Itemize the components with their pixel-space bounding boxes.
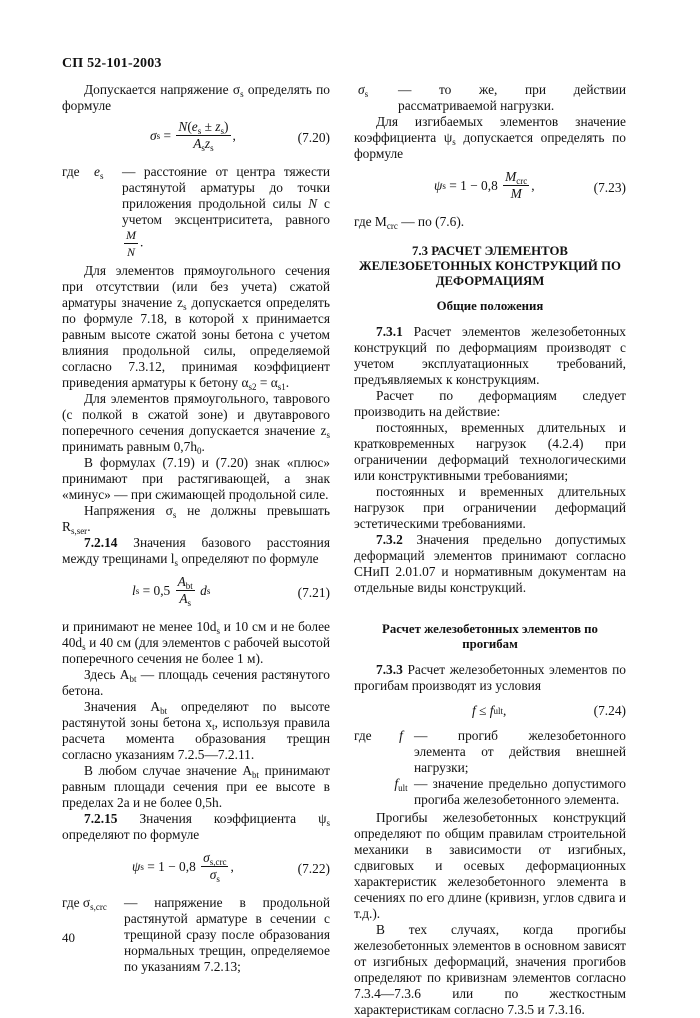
paragraph: В любом случае значение $A_{bt}$ принимают равным площади сечения при ее высоте в пределах 2a и не более 0,5h. [62,763,330,810]
paragraph: и принимают не менее $10d_s$ и 10 см и не более $40d_s$ и 40 см (для элементов с рабочей высотой поперечного сечения не более 1 м). [62,619,330,666]
subsection-heading: Общие положения [436,299,544,313]
formula-7-21: l s = 0,5 $\frac{A_{bt}}{A_s}$ d s (7.21) [132,574,330,608]
paragraph: 7.2.14 Значения базового расстояния между трещинами $l_s$ определяют по формуле [62,535,330,568]
paragraph: постоянных и временных длительных нагрузок при ограничении деформаций эстетическими требованиями. [354,484,626,531]
paragraph: 7.2.15 Значения коэффициента $\psi_s$ определяют по формуле [62,811,330,842]
formula-7-22: ψ s = 1 − 0,8 $\frac{\sigma_{s,crc}}{\sigma_s}$ , (7.22) [132,850,330,884]
page-number: 40 [62,930,75,945]
paragraph: где $M_{crc}$ — по (7.6). [354,214,465,231]
paragraph: Напряжения $\sigma_s$ не должны превышать $R_{s,ser}$. [62,503,330,536]
right-column [354,82,626,1018]
subsection-heading: Расчет железобетонных элементов по прогибам [382,622,598,651]
section-heading: 7.3 РАСЧЕТ ЭЛЕМЕНТОВ ЖЕЛЕЗОБЕТОННЫХ КОНСТРУКЦИЙ ПО ДЕФОРМАЦИЯМ [359,244,621,288]
paragraph: Для элементов прямоугольного, таврового (с полкой в сжатой зоне) и двутаврового поперечного сечения допускается значение $z_s$ принимать равным $0,7h_0$. [62,391,330,456]
paragraph: 7.3.2 Значения предельно допустимых деформаций элементов принимают согласно СНиП 2.01.07 и нормативным документам на отдельные виды конструкций. [354,532,626,595]
paragraph: постоянных, временных длительных и кратковременных нагрузок (4.2.4) при ограничении деформаций технологическими или конструктивными требованиями; [354,420,626,483]
document-code: СП 52-101-2003 [62,56,162,71]
paragraph: Для элементов прямоугольного сечения при отсутствии (или без учета) сжатой арматуры значение $z_s$ допускается определять по формуле 7.18, в которой x принимается равным высоте сжатой зоны бетона с учетом влияния продольной силы, определяемой согласно 7.3.12, принимая коэффициент приведения арматуры к бетону $\alpha_{s2} = \alpha_{s1}$. [62,263,330,392]
formula-7-23: ψ s = 1 − 0,8 $\frac{M_{crc}}{M}$ , (7.23) [434,169,626,201]
paragraph: Расчет по деформациям следует производить на действие: [354,388,626,419]
equation-number: (7.23) [593,180,626,195]
where-block: где $e_s$ — расстояние от центра тяжести растянутой арматуры до точки приложения продольной силы N с учетом эксцентриситета, равного $\frac{M}{N}$ . [62,164,331,259]
left-column [62,82,330,975]
paragraph: 7.3.3 Расчет железобетонных элементов по прогибам производят из условия [354,662,626,693]
paragraph: В тех случаях, когда прогибы железобетонных элементов в основном зависят от изгибных деформаций, значения прогибов определяют по кривизнам элементов согласно 7.3.4—7.3.6 или по жесткостным характеристикам согласно 7.3.5 и 7.3.16. [354,922,626,1017]
where-block: $f_{ult}$ — значение предельно допустимого прогиба железобетонного элемента. [394,776,626,807]
where-block: $\sigma_s$ — то же, при действии рассматриваемой нагрузки. [358,82,626,113]
paragraph: Допускается напряжение $\sigma_s$ определять по формуле [62,82,330,113]
paragraph: В формулах (7.19) и (7.20) знак «плюс» принимают при растягивающей, а знак «минус» — при сжимающей продольной силе. [62,455,330,502]
formula-7-24: f ≤ f ult , (7.24) [472,703,626,718]
equation-number: (7.21) [297,585,330,600]
paragraph: Прогибы железобетонных конструкций определяют по общим правилам строительной механики в зависимости от изгибных, сдвиговых и осевых деформационных характеристик железобетонного элемента в сечениях по его длине (кривизн, углов сдвига и т.д.). [354,810,626,921]
where-block: где $\sigma_{s,crc}$ — напряжение в продольной растянутой арматуре в сечении с трещиной сразу после образования нормальных трещин, определяемое по указаниям 7.2.13; [62,895,330,974]
equation-number: (7.20) [297,130,330,145]
paragraph: 7.3.1 Расчет элементов железобетонных конструкций по деформациям производят с учетом эксплуатационных требований, предъявляемых к конструкциям. [354,324,626,387]
equation-number: (7.24) [593,703,626,718]
paragraph: Здесь $A_{bt}$ — площадь сечения растянутого бетона. [62,667,330,698]
paragraph: Для изгибаемых элементов значение коэффициента $\psi_s$ допускается определять по формуле [354,114,626,161]
formula-7-20: σ s = $\frac{N(e_s \pm z_s)}{A_sz_s}$ , (7.20) [150,119,330,153]
equation-number: (7.22) [297,861,330,876]
where-block: где f — прогиб железобетонного элемента от действия внешней нагрузки; [354,728,626,775]
paragraph: Значения $A_{bt}$ определяют по высоте растянутой зоны бетона $x_t$, используя правила расчета момента образования трещин согласно указаниям 7.2.5—7.2.11. [62,699,331,762]
